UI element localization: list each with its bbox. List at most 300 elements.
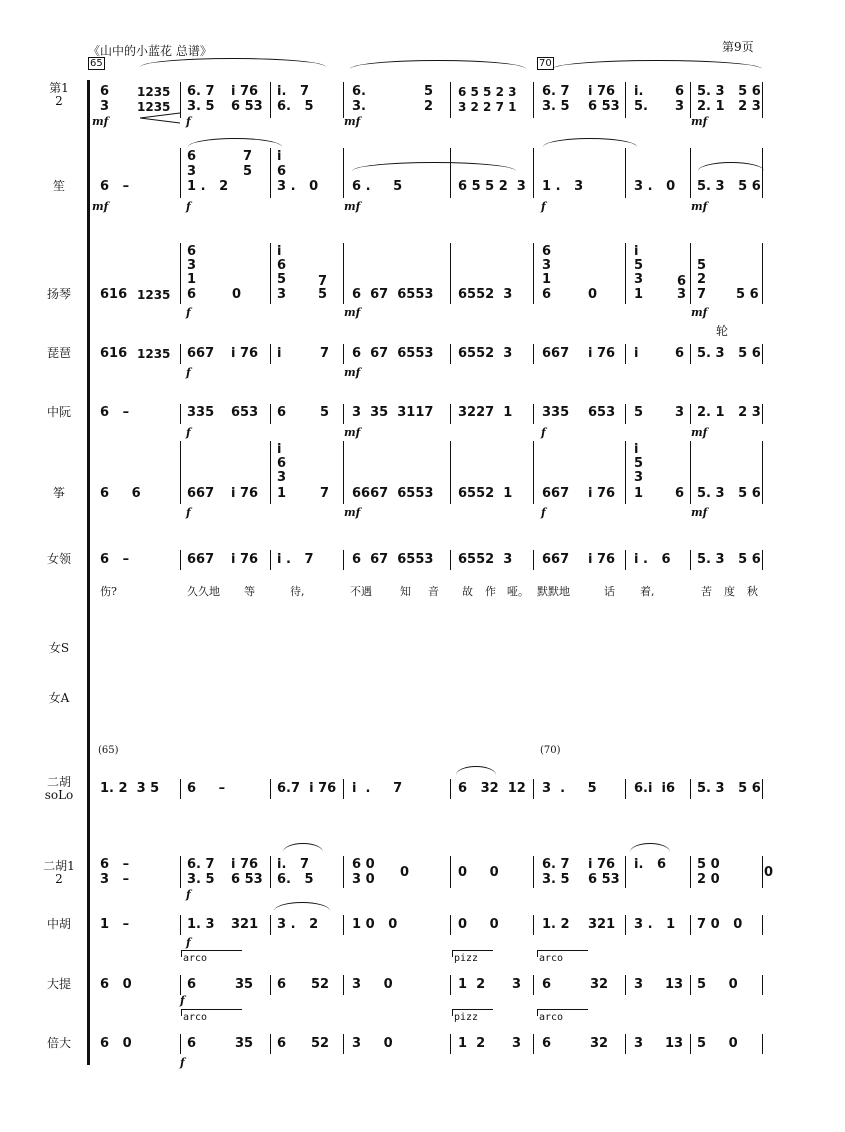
erhu-solo-m3: 6.7 i 76 [277,781,337,796]
lead-m6: 667 [542,552,570,567]
barline [270,148,271,198]
barline [533,856,534,888]
barline [343,915,344,935]
di-m4-top: 6. [352,84,366,99]
pipa-m2b: i 76 [231,346,259,361]
dynamic-mf: mf [344,115,361,128]
page-number: 第9页 [722,40,754,54]
di-m5-bottom: 3 2 2 7 1 [458,100,517,114]
zheng-m2: 667 [187,486,215,501]
lyric: 话 [604,585,615,598]
erhu-solo-m1: 1. 2 3 5 [100,781,160,796]
lead-m6b: i 76 [588,552,616,567]
sheng-m7: 3 . 0 [634,179,676,194]
slur [543,138,637,147]
measure-number-70: (70) [540,745,561,756]
dynamic-f: f [180,994,185,1007]
erhu-solo-m8: 5. 3 5 6 [697,781,761,796]
di-m6b-bottom: 6 53 [588,99,620,114]
sheng-m2: 1 . 2 [187,179,229,194]
di-m1-bottom: 3 [100,99,110,114]
di-m6-top: 6. 7 [542,84,570,99]
barline [690,82,691,118]
yangqin-chord1-6: 6 [187,244,197,259]
yangqin-chord3-6b: 6 [542,287,552,302]
barline [343,550,344,570]
yangqin-m4: 6 67 6553 [352,287,434,302]
dynamic-mf: mf [691,115,708,128]
barline [180,915,181,935]
pipa-m6: 667 [542,346,570,361]
dynamic-mf: mf [344,506,361,519]
sheng-chord-6: 6 [187,149,197,164]
di-m7-top: i. [634,84,644,99]
barline [343,243,344,304]
barline [270,82,271,118]
lead-m5: 6552 3 [458,552,513,567]
zheng-m5: 6552 1 [458,486,513,501]
arco-marking: arco [539,953,564,964]
barline [625,550,626,570]
di-m1b-bottom: 1235 [137,100,171,114]
bass-m8: 5 0 [697,1036,738,1051]
label-bass: 倍大 [46,1036,71,1050]
erhu12-m6-top: 6. 7 [542,857,570,872]
lyric: 待, [290,585,305,598]
barline [625,915,626,935]
zhonghu-m2: 1. 3 [187,917,215,932]
cello-m5b: 3 [512,977,522,992]
sheng-m1: 6 – [100,179,130,194]
di-m2-bottom: 3. 5 [187,99,215,114]
dynamic-mf: mf [92,200,109,213]
di-m4b-top: 5 [424,84,434,99]
pipa-m7b: 6 [675,346,685,361]
yangqin-m5: 6552 3 [458,287,513,302]
slur [352,162,516,171]
barline [450,404,451,424]
barline [762,915,763,935]
zhongruan-m3: 6 [277,405,287,420]
barline [450,243,451,304]
arco-marking: arco [183,953,208,964]
zheng-m3b: 7 [320,486,330,501]
zhonghu-m6b: 321 [588,917,616,932]
cello-m6b: 32 [590,977,609,992]
zhongruan-m6: 335 [542,405,570,420]
barline [180,344,181,364]
yangqin-chord3-3: 3 [542,258,552,273]
lyric: 苦 [701,585,712,598]
label-zhongruan: 中阮 [46,405,71,419]
dynamic-f: f [186,366,191,379]
dynamic-f: f [186,506,191,519]
zhongruan-m3b: 5 [320,405,330,420]
slur [456,766,496,775]
zheng-chord2-3: 3 [634,470,644,485]
sheng-chord-5: 5 [243,164,253,179]
label-cello: 大提 [46,977,71,991]
zheng-m2b: i 76 [231,486,259,501]
yangqin-6: 6 [677,274,687,289]
dynamic-mf: mf [344,200,361,213]
bass-m4: 3 0 [352,1036,393,1051]
erhu-solo-m4: i . 7 [352,781,403,796]
yangqin-chord2-6: 6 [277,258,287,273]
barline [690,148,691,198]
barline [533,975,534,995]
pizz-marking: pizz [454,1012,479,1023]
di-m7b-bottom: 3 [675,99,685,114]
label-yangqin: 扬琴 [46,287,71,301]
zhonghu-m2b: 321 [231,917,259,932]
barline [180,975,181,995]
dynamic-f: f [186,888,191,901]
barline [533,148,534,198]
bass-m7b: 13 [665,1036,684,1051]
dynamic-f: f [541,200,546,213]
slur [630,843,670,852]
yangqin-rest2: 0 [588,287,598,302]
lun-marking: 轮 [716,324,729,338]
barline [690,779,691,799]
sheng-m4: 6 . 5 [352,179,403,194]
dynamic-f: f [186,426,191,439]
yangqin-chord3-6: 6 [542,244,552,259]
yangqin-chord3-1: 1 [542,272,552,287]
cello-m3b: 52 [311,977,330,992]
lead-m2b: i 76 [231,552,259,567]
zheng-m8: 5. 3 5 6 [697,486,761,501]
label-sheng: 笙 [52,179,65,193]
sheng-m3: 3 . 0 [277,179,319,194]
bass-m7: 3 [634,1036,644,1051]
barline [690,344,691,364]
zhonghu-m7: 3 . 1 [634,917,676,932]
di-m8-top: 5. 3 5 6 [697,84,761,99]
slur [188,138,282,147]
zheng-chord2-i: i [634,442,639,457]
yangqin-chord4-1: 1 [634,287,644,302]
pipa-m3b: 7 [320,346,330,361]
barline [625,82,626,118]
pipa-m3: i [277,346,282,361]
barline [270,550,271,570]
zheng-m7b: 6 [675,486,685,501]
zheng-m1: 6 6 [100,486,141,501]
lead-m3: i . 7 [277,552,314,567]
dynamic-mf: mf [344,426,361,439]
yangqin-chord2-3: 3 [277,287,287,302]
score-title: 《山中的小蓝花 总谱》 [88,44,212,58]
zheng-chord1-i: i [277,442,282,457]
slur [274,902,330,911]
pipa-m1: 616 [100,346,128,361]
di-m2b-bottom: 6 53 [231,99,263,114]
yangqin-chord4-3: 3 [634,272,644,287]
lyric: 久久地 [187,585,220,598]
lead-m8: 5. 3 5 6 [697,552,761,567]
di-m4-bottom: 3. [352,99,366,114]
zhongruan-m2: 335 [187,405,215,420]
barline [625,344,626,364]
barline [625,441,626,504]
erhu12-m5: 0 0 [458,865,499,880]
label-erhu12: 二胡1 2 [43,859,75,886]
barline [180,82,181,118]
sheng-chord-6b: 6 [277,164,287,179]
bass-m6b: 32 [590,1036,609,1051]
di-m6b-top: i 76 [588,84,616,99]
barline [690,550,691,570]
yangqin-chord5-2: 2 [697,272,707,287]
lyric: 音 [428,585,439,598]
lead-m1: 6 – [100,552,130,567]
barline [450,915,451,935]
barline [343,148,344,198]
label-zheng: 筝 [52,486,65,500]
bass-m3: 6 [277,1036,287,1051]
yangqin-chord2-5: 5 [277,272,287,287]
barline [625,856,626,888]
barline [270,243,271,304]
barline [625,975,626,995]
sheng-m6: 1 . 3 [542,179,584,194]
dynamic-f: f [186,936,191,949]
measure-number-65: (65) [98,745,119,756]
erhu12-m3-bottom: 6. 5 [277,872,314,887]
barline [625,404,626,424]
rehearsal-mark-65: 65 [90,58,103,69]
barline [270,441,271,504]
barline [533,550,534,570]
erhu12-m2b-bottom: 6 53 [231,872,263,887]
barline [343,856,344,888]
zheng-chord2-1: 1 [634,486,644,501]
barline [270,915,271,935]
barline [180,1034,181,1054]
pipa-m4: 6 67 6553 [352,346,434,361]
barline [533,404,534,424]
barline [533,1034,534,1054]
lyric: 着, [640,585,655,598]
barline [343,344,344,364]
di-m2b-top: i 76 [231,84,259,99]
barline [533,441,534,504]
barline [533,344,534,364]
barline [450,148,451,198]
barline [180,779,181,799]
zheng-chord1-3: 3 [277,470,287,485]
barline [762,441,763,504]
erhu12-m6-bottom: 3. 5 [542,872,570,887]
zheng-chord1-6: 6 [277,456,287,471]
zhongruan-m4: 3 35 3117 [352,405,434,420]
lyric: 默默地 [537,585,570,598]
yangqin-chord4-5: 5 [634,258,644,273]
zhongruan-m5: 3227 1 [458,405,513,420]
barline [450,856,451,888]
barline [343,779,344,799]
dynamic-f: f [186,306,191,319]
di-m6-bottom: 3. 5 [542,99,570,114]
barline [762,550,763,570]
zhonghu-m8: 7 0 0 [697,917,743,932]
barline [180,404,181,424]
erhu12-m4-bottom: 3 0 [352,872,375,887]
barline [690,243,691,304]
di-m1-top: 6 [100,84,110,99]
cello-m4: 3 0 [352,977,393,992]
yangqin-m8: 5 6 [736,287,759,302]
barline [533,779,534,799]
slur [552,60,762,69]
barline [762,243,763,304]
label-female-s: 女S [48,641,70,655]
barline [180,148,181,198]
crescendo-hairpin [140,112,180,124]
pipa-m7: i [634,346,639,361]
barline [690,404,691,424]
sheng-chord-3: 3 [187,164,197,179]
barline [690,915,691,935]
bass-m5: 1 2 [458,1036,486,1051]
erhu12-m8-top: 5 0 [697,857,720,872]
di-m2-top: 6. 7 [187,84,215,99]
barline [180,856,181,888]
barline [343,441,344,504]
cello-m6: 6 [542,977,552,992]
yangqin-7: 7 [318,274,328,289]
lead-m4: 6 67 6553 [352,552,434,567]
yangqin-chord5-5: 5 [697,258,707,273]
barline [270,344,271,364]
lead-m7: i . 6 [634,552,671,567]
barline [343,1034,344,1054]
barline [625,779,626,799]
bass-m1: 6 0 [100,1036,132,1051]
barline [690,856,691,888]
erhu-solo-m6: 3 . 5 [542,781,597,796]
erhu12-m4-rest: 0 [400,865,410,880]
barline [533,82,534,118]
zhongruan-m1: 6 – [100,405,130,420]
zhongruan-m7: 5 [634,405,644,420]
zhonghu-m4: 1 0 0 [352,917,398,932]
dynamic-f: f [186,200,191,213]
barline [450,975,451,995]
barline [270,856,271,888]
zheng-chord1-1: 1 [277,486,287,501]
arco-marking: arco [183,1012,208,1023]
lyric: 不遇 [350,585,372,598]
yangqin-rest: 0 [232,287,242,302]
di-m4b-bottom: 2 [424,99,434,114]
di-m3-bottom: 6. 5 [277,99,314,114]
zhonghu-m3: 3 . 2 [277,917,319,932]
barline [762,856,763,888]
barline [762,404,763,424]
barline [625,243,626,304]
lyric: 度 [724,585,735,598]
lyric: 伤? [100,585,117,598]
lyric: 作 [485,585,496,598]
pipa-m8: 5. 3 5 6 [697,346,761,361]
barline [450,550,451,570]
lead-m2: 667 [187,552,215,567]
yangqin-chord2-i: i [277,244,282,259]
barline [762,779,763,799]
cello-m2b: 35 [235,977,254,992]
bass-m5b: 3 [512,1036,522,1051]
dynamic-f: f [541,506,546,519]
barline [533,243,534,304]
cello-m2: 6 [187,977,197,992]
barline [450,441,451,504]
pipa-m1b: 1235 [137,347,171,361]
erhu12-m6b-top: i 76 [588,857,616,872]
erhu12-m7-top: i. 6 [634,857,667,872]
barline [450,1034,451,1054]
bass-m2b: 35 [235,1036,254,1051]
dynamic-f: f [180,1056,185,1069]
yangqin-m1: 616 [100,287,128,302]
zheng-chord2-5: 5 [634,456,644,471]
sheng-m8: 5. 3 5 6 [697,179,761,194]
barline [180,441,181,504]
erhu12-m4-top: 6 0 [352,857,375,872]
barline [270,404,271,424]
arco-marking: arco [539,1012,564,1023]
barline [762,1034,763,1054]
barline [270,975,271,995]
lyric: 哑。 [507,585,529,598]
zhongruan-m2b: 653 [231,405,259,420]
barline [762,975,763,995]
bass-m6: 6 [542,1036,552,1051]
di-m3-top: i. 7 [277,84,310,99]
slur [283,843,323,852]
slur [140,58,326,67]
barline [533,915,534,935]
barline [762,148,763,198]
dynamic-mf: mf [344,306,361,319]
label-zhonghu: 中胡 [46,917,71,931]
label-pipa: 琵琶 [46,346,71,360]
dynamic-mf: mf [691,306,708,319]
zhongruan-m7b: 3 [675,405,685,420]
yangqin-3: 3 [677,287,687,302]
di-m7-bottom: 5. [634,99,648,114]
erhu12-m3-top: i. 7 [277,857,310,872]
bass-m3b: 52 [311,1036,330,1051]
barline [450,779,451,799]
yangqin-chord5-7: 7 [697,287,707,302]
barline [625,1034,626,1054]
label-di: 第1 2 [49,81,69,108]
yangqin-5: 5 [318,287,328,302]
barline [690,441,691,504]
erhu12-m6b-bottom: 6 53 [588,872,620,887]
erhu12-m2-bottom: 3. 5 [187,872,215,887]
barline [343,404,344,424]
yangqin-chord4-i: i [634,244,639,259]
barline [690,1034,691,1054]
erhu12-m1-top: 6 – [100,857,130,872]
lyric: 知 [400,585,411,598]
dynamic-mf: mf [344,366,361,379]
system-bracket [87,80,90,1065]
